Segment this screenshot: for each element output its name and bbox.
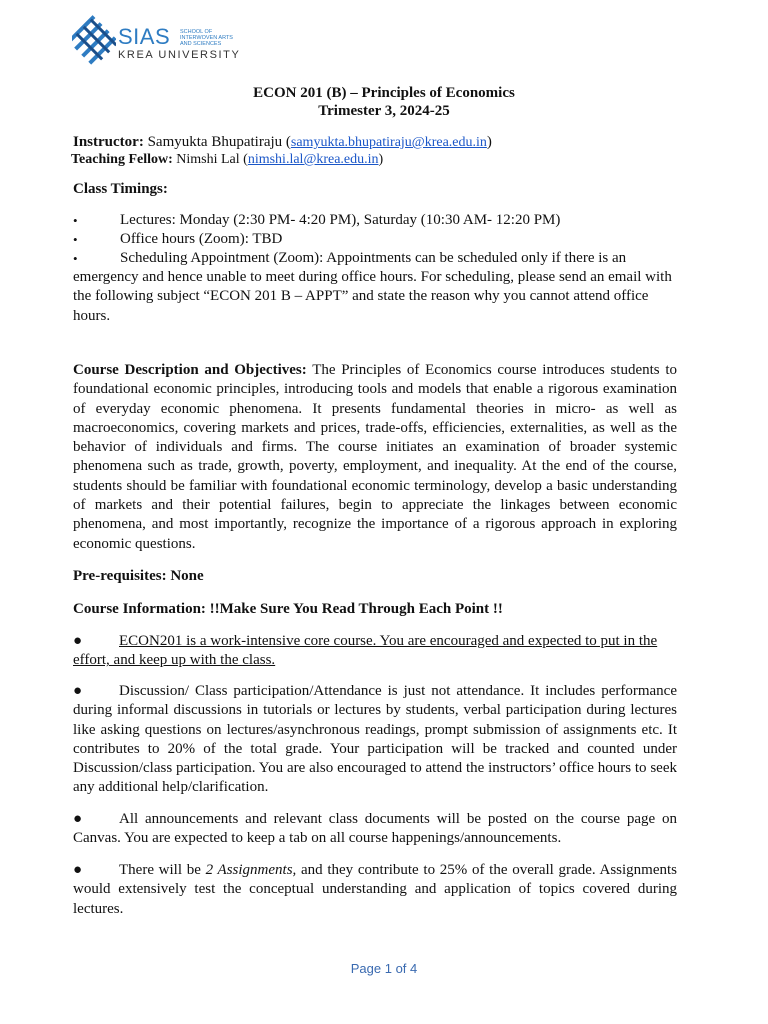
bullet-icon: ● (73, 811, 83, 827)
info-point-participation (73, 682, 677, 798)
fellow-email-link[interactable]: nimshi.lal@krea.edu.in (247, 152, 379, 167)
bullet-icon: • (73, 251, 78, 266)
bullet-icon: ● (73, 633, 83, 649)
fellow-name: Nimshi Lal (176, 152, 240, 167)
assignments-count-emphasis: 2 Assignments, (205, 862, 297, 878)
info-point-workload-text: ECON201 is a work-intensive core course. You are encouraged and expected to put in the effort, and keep up with the class. (73, 633, 658, 669)
assignments-text-post: and they contribute to 25% of the overall grade. Assignments would extensively test the conceptual understanding and application of topics covered during lectures. (73, 862, 677, 917)
timings-heading (73, 180, 677, 199)
bullet-icon: • (73, 213, 78, 228)
timing-item-office-hours: Office hours (Zoom): TBD (120, 231, 283, 247)
sias-logo-mark-icon (72, 14, 116, 70)
logo-school-text: SCHOOL OF INTERWOVEN ARTS AND SCIENCES (180, 29, 233, 47)
prerequisites-text: Pre-requisites: None (73, 568, 204, 584)
description-heading: Course Description and Objectives: (73, 362, 307, 378)
krea-sias-logo (72, 14, 242, 72)
info-point-assignments (73, 861, 677, 919)
course-term: Trimester 3, 2024-25 (318, 103, 450, 119)
fellow-line: Teaching Fellow: Nimshi Lal (nimshi.lal@krea.edu.in) (71, 152, 384, 167)
logo-sias-text: SIAS (118, 24, 171, 49)
info-point-canvas (73, 810, 677, 849)
info-point-workload (73, 632, 677, 671)
assignments-text-pre: There will be (119, 862, 206, 878)
course-info-heading (73, 600, 677, 619)
info-point-participation-text: Discussion/ Class participation/Attendance is just not attendance. It includes performance during informal discussions in tutorials or lectures by students, verbal participation during lectures like asking questions on lectures/asynchronous readings, prompt submission of assignments etc. It contributes to 20% of the total grade. Your participation will be tracked and counted under Discussion/class participation. You are also encouraged to attend the instructors’ office hours to seek any additional help/clarification. (73, 683, 677, 796)
bullet-icon: ● (73, 862, 83, 878)
logo-university-text: KREA UNIVERSITY (118, 49, 241, 61)
course-title: ECON 201 (B) – Principles of Economics (253, 85, 515, 101)
instructor-email-link[interactable]: samyukta.bhupatiraju@krea.edu.in (290, 135, 487, 150)
prerequisites (73, 567, 677, 586)
course-info-heading-text: Course Information: !!Make Sure You Read Through Each Point !! (73, 601, 503, 617)
instructor-line: Instructor: Samyukta Bhupatiraju (samyukta.bhupatiraju@krea.edu.in) (73, 134, 492, 150)
instructor-name: Samyukta Bhupatiraju (147, 134, 283, 150)
timings-heading-text: Class Timings: (73, 181, 168, 197)
page-number-footer: Page 1 of 4 (350, 961, 418, 976)
course-description (73, 361, 677, 554)
description-text: The Principles of Economics course introduces students to foundational economic principles, introducing tools and models that enable a rigorous examination of everyday economic phenomena. It presents fundamental theories in micro- as well as macroeconomics, covering markets and prices, trade-offs, efficiencies, externalities, as well as the behavior of individuals and firms. The course initiates an examination of broader systemic phenomena such as trade, growth, poverty, employment, and inequality. At the end of the course, students should be familiar with foundational economic terminology, develop a basic understanding of markets and their potential failures, begin to appreciate the linkages between economic phenomena, and most importantly, recognize the importance of a rigorous approach in exploring economic questions. (73, 362, 677, 552)
info-point-canvas-text: All announcements and relevant class documents will be posted on the course page on Canvas. You are expected to keep a tab on all course happenings/announcements. (73, 811, 677, 847)
timing-item-lectures: Lectures: Monday (2:30 PM- 4:20 PM), Saturday (10:30 AM- 12:20 PM) (120, 212, 561, 228)
instructor-label: Instructor: (73, 134, 144, 150)
fellow-label: Teaching Fellow: (71, 152, 173, 167)
bullet-icon: ● (73, 683, 83, 699)
timing-item-scheduling: Scheduling Appointment (Zoom): Appointments can be scheduled only if there is an (120, 250, 627, 266)
bullet-icon: • (73, 232, 78, 247)
scheduling-details: emergency and hence unable to meet during office hours. For scheduling, please send an email with the following subject “ECON 201 B – APPT” and state the reason why you cannot attend office hours. (73, 269, 672, 324)
